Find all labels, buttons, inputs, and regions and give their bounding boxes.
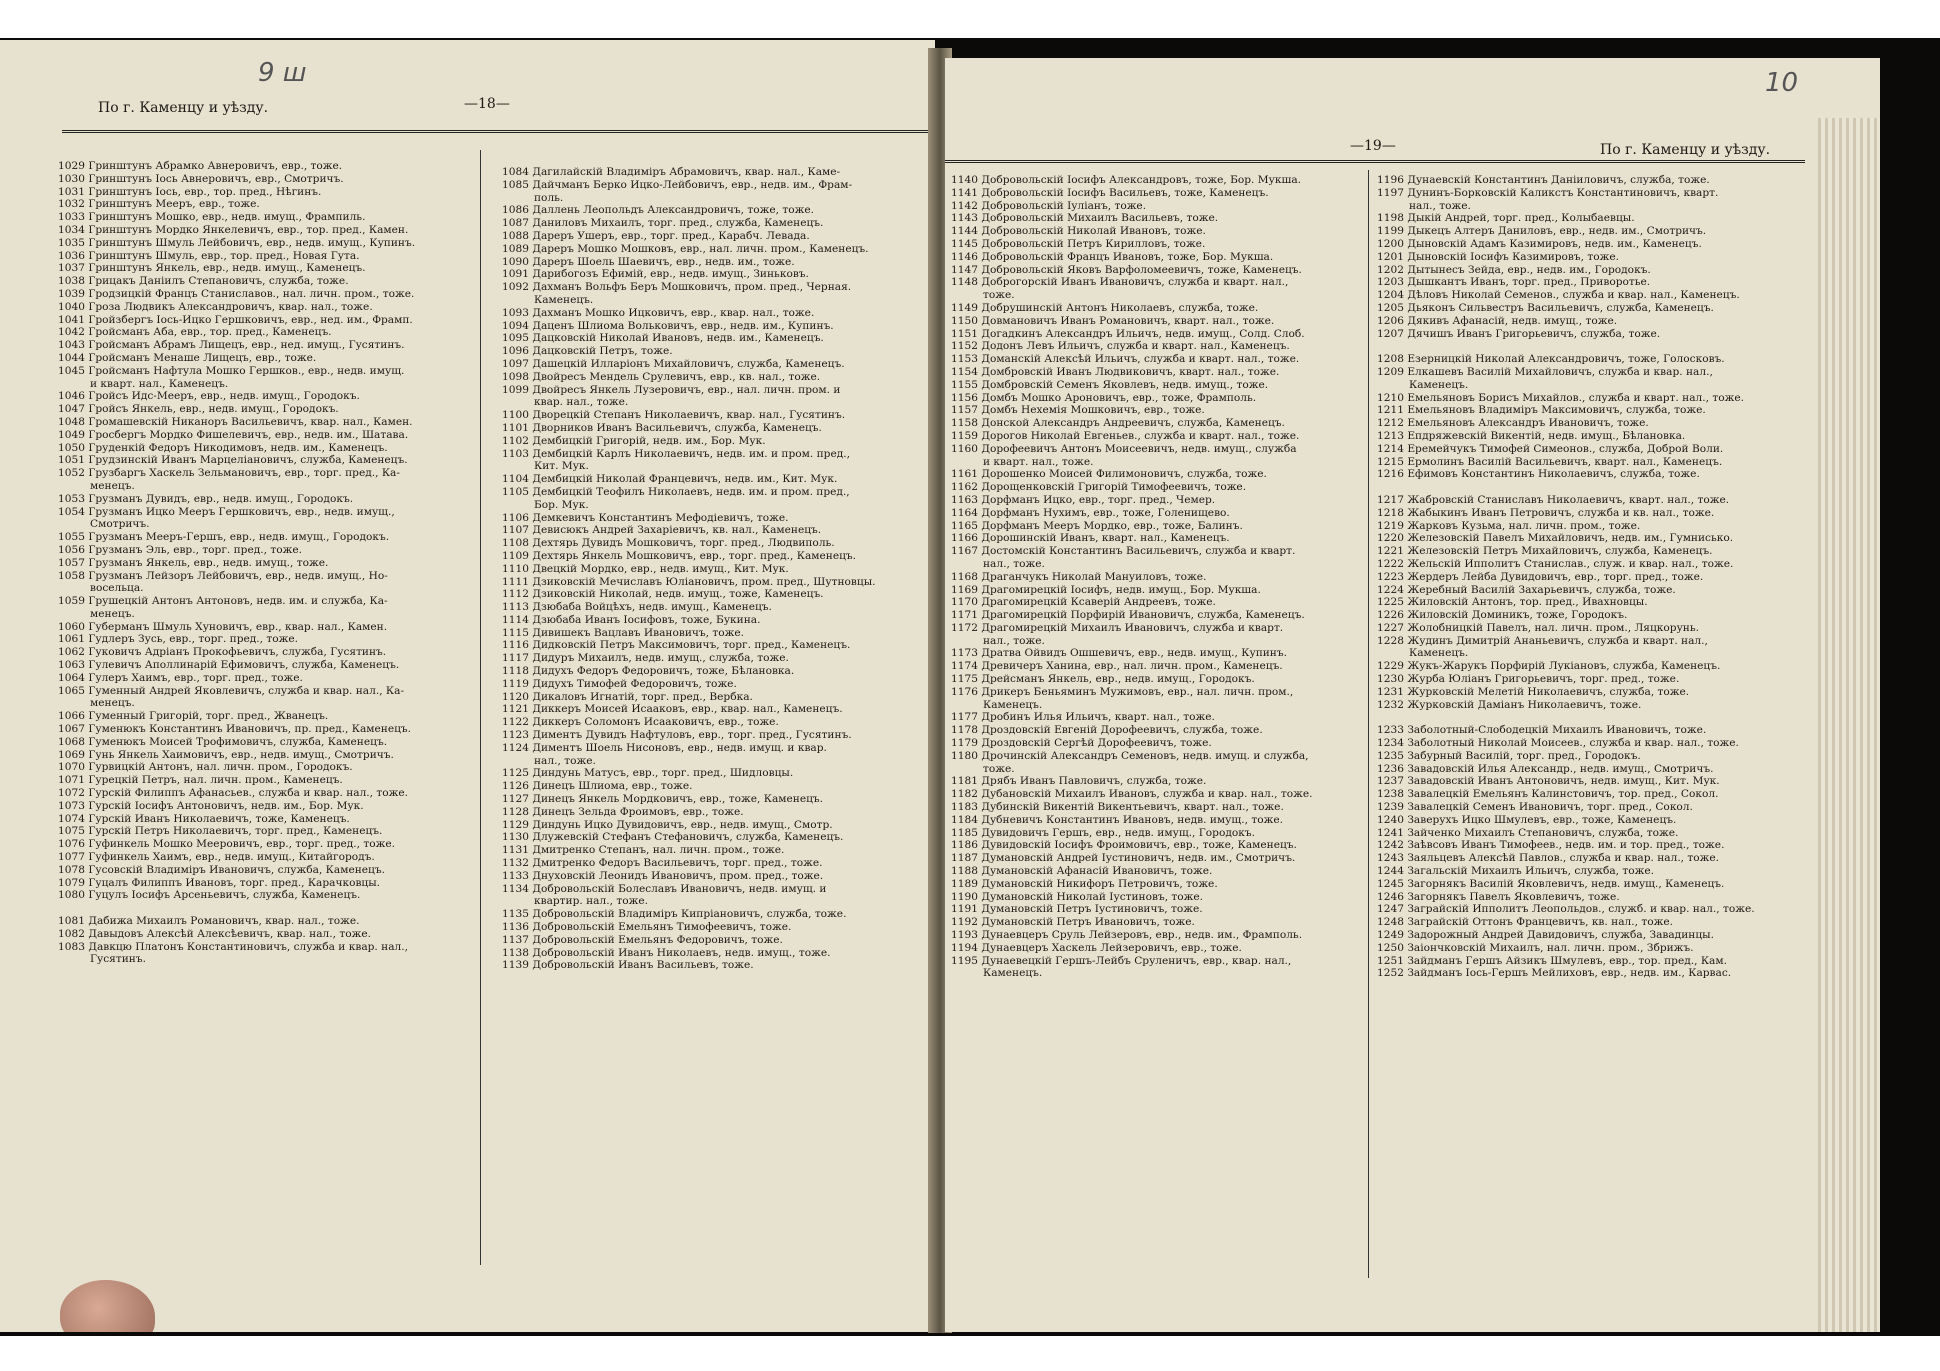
register-entry: 1046 Гройсъ Идс-Мееръ, евр., недв. имущ., Городокъ. [58,390,360,403]
register-entry: 1127 Динецъ Янкель Мордковичъ, евр., тоже, Каменецъ. [502,793,824,806]
register-entry: 1087 Даниловъ Михаилъ, торг. пред., служба, Каменецъ. [502,217,824,230]
register-entry: 1170 Драгомирецкій Ксаверій Андреевъ, тоже. [951,596,1216,609]
register-entry: 1176 Дрикеръ Беньяминъ Мужимовъ, евр., нал. личн. пром., [951,685,1294,698]
register-entry: 1029 Гринштунъ Абрамко Авнеровичъ, евр., тоже. [58,160,343,172]
page-number-right: —19— [1350,138,1396,154]
register-entry: 1209 Елкашевъ Василій Михайловичъ, служба и квар. нал., [1377,365,1713,378]
register-entry: менецъ. [90,607,135,620]
register-entry: 1097 Дашецкій Илларіонъ Михайловичъ, служба, Каменецъ. [502,357,845,370]
register-entry: 1240 Заверухъ Ицко Шмулевъ, евр., тоже, Каменецъ. [1377,813,1677,826]
register-entry: 1128 Динецъ Зельда Фроимовъ, евр., тоже. [502,805,744,818]
register-entry: 1185 Дувидовичъ Гершъ, евр., недв. имущ., Городокъ. [951,826,1255,839]
register-entry: Гусятинъ. [90,953,146,966]
register-entry: 1137 Добровольскій Емельянъ Федоровичъ, тоже. [502,933,783,946]
register-entry: 1037 Гринштунъ Янкель, евр., недв. имущ., Каменецъ. [58,262,366,275]
register-entry: Каменецъ. [534,293,594,306]
register-entry: 1136 Добровольскій Емельянъ Тимофеевичъ, тоже. [502,921,792,934]
register-entry: 1054 Грузманъ Ицко Мееръ Гершковичъ, евр., недв. имущ., [58,505,395,518]
register-entry: 1117 Дидуръ Михаилъ, недв. имущ., служба, тоже. [502,652,789,665]
register-entry: 1220 Железовскій Павелъ Михайловичъ, недв. им., Гумнисько. [1377,532,1734,545]
register-entry: 1031 Гринштунъ Іось, евр., тор. пред., Нѣгинъ. [58,185,322,198]
register-entry: 1157 Домбъ Нехемія Мошковичъ, евр., тоже. [951,404,1205,417]
register-entry: 1223 Жердеръ Лейба Дувидовичъ, евр., торг. пред., тоже. [1377,570,1704,583]
register-entry: квар. нал., тоже. [534,396,629,409]
register-entry: 1074 Гурскій Иванъ Николаевичъ, тоже, Каменецъ. [58,812,350,825]
register-entry: 1159 Дорогов Николай Евгеньев., служба и кварт. нал., тоже. [951,429,1300,442]
register-entry: 1193 Дунаевцеръ Сруль Лейзеровъ, евр., недв. им., Фрамполь. [951,929,1303,942]
register-entry: 1115 Дивишекъ Вацлавъ Ивановичъ, тоже. [502,626,744,639]
register-entry [1377,340,1803,353]
register-entry: и кварт. нал., тоже. [983,455,1094,468]
register-entry: 1103 Дембицкій Карлъ Николаевичъ, недв. им. и пром. пред., [502,447,850,460]
page-number-left: —18— [464,96,510,112]
register-entry: тоже. [983,289,1015,302]
register-entry: 1149 Добрушинскій Антонъ Николаевъ, служба, тоже. [951,301,1259,314]
register-entry: нал., тоже. [534,754,596,767]
register-entry: 1096 Дацковскій Петръ, тоже. [502,345,673,358]
register-entry: 1057 Грузманъ Янкель, евр., недв. имущ., тоже. [58,556,329,569]
register-entry: 1152 Додонъ Левъ Ильичъ, служба и кварт. нал., Каменецъ. [951,340,1290,353]
register-entry [58,902,476,915]
register-entry: 1095 Дацковскій Николай Ивановъ, недв. им., Каменецъ. [502,332,824,345]
right-page [945,58,1880,1332]
register-entry: 1178 Дроздовскій Евгеній Дорофеевичъ, служба, тоже. [951,724,1263,737]
register-entry: 1200 Дыновскій Адамъ Казимировъ, недв. им., Каменецъ. [1377,237,1702,250]
register-entry: 1055 Грузманъ Мееръ-Гершъ, евр., недв. имущ., Городокъ. [58,531,390,544]
register-entry: 1130 Длужевскій Стефанъ Стефановичъ, служба, Каменецъ. [502,831,844,844]
register-entry: 1196 Дунаевскій Константинъ Даніиловичъ, служба, тоже. [1377,174,1710,186]
register-entry: 1039 Гродзицкій Францъ Станиславов., нал. личн. пром., тоже. [58,287,415,300]
register-entry: 1050 Груденкій Федоръ Никодимовъ, недв. им., Каменецъ. [58,441,388,454]
register-entry: 1172 Драгомирецкій Михаилъ Ивановичъ, служба и кварт. [951,621,1284,634]
register-entry: 1144 Добровольскій Николай Ивановъ, тоже. [951,225,1206,238]
register-entry: 1244 Загальскій Михаилъ Ильичъ, служба, тоже. [1377,865,1655,878]
register-entry: 1106 Демкевичъ Константинъ Мефодіевичъ, тоже. [502,511,789,524]
column-divider-left [480,150,481,1265]
register-entry: Каменецъ. [1409,378,1469,391]
register-entry: 1126 Динецъ Шлиома, евр., тоже. [502,780,693,793]
register-entry: 1232 Журковскій Даміанъ Николаевичъ, тоже. [1377,698,1642,711]
register-entry: 1250 Заіончковскій Михаилъ, нал. личн. пром., Збрижъ. [1377,941,1694,954]
register-entry: 1158 Донской Александръ Андреевичъ, служба, Каменецъ. [951,417,1285,430]
register-entry: 1110 Двецкій Мордко, евр., недв. имущ., Кит. Мук. [502,562,789,575]
register-entry: 1222 Жельскій Ипполитъ Станислав., служ. и квар. нал., тоже. [1377,557,1734,570]
left-page-column-1 [58,160,476,966]
register-entry: 1070 Гурвицкій Антонъ, нал. личн. пром., Городокъ. [58,761,353,774]
register-entry: 1156 Домбъ Мошко Ароновичъ, евр., тоже, Фрамполь. [951,391,1257,404]
register-entry: восельца. [90,582,144,595]
register-entry: 1059 Грушецкій Антонъ Антоновъ, недв. им. и служба, Ка- [58,595,388,608]
register-entry: 1241 Зайченко Михаилъ Степановичъ, служба, тоже. [1377,826,1679,839]
register-entry: 1066 Гуменный Григорій, торг. пред., Жванецъ. [58,710,329,723]
register-entry: 1203 Дышкантъ Иванъ, торг. пред., Приворотье. [1377,276,1651,289]
register-entry: нал., тоже. [983,634,1045,647]
register-entry: 1123 Диментъ Дувидъ Нафтуловъ, евр., торг. пред., Гусятинъ. [502,729,852,742]
register-entry: 1197 Дунинъ-Борковскій Каликстъ Константиновичъ, кварт. [1377,186,1719,199]
register-entry: 1045 Гройсманъ Нафтула Мошко Гершков., евр., недв. имущ. [58,364,405,377]
register-entry: 1086 Даллень Леопольдъ Александровичъ, тоже, тоже. [502,204,814,217]
register-entry: 1101 Дворников Иванъ Васильевичъ, служба, Каменецъ. [502,421,822,434]
register-entry: 1081 Дабижа Михаилъ Романовичъ, квар. нал., тоже. [58,915,360,928]
register-entry: 1231 Журковскій Мелетій Николаевичъ, служба, тоже. [1377,685,1690,698]
register-entry: 1162 Дорощенковскій Григорій Тимофеевичъ, тоже. [951,481,1247,494]
register-entry: 1210 Емельяновъ Борисъ Михайлов., служба и кварт. нал., тоже. [1377,391,1744,404]
register-entry: 1245 Загорнякъ Василій Яковлевичъ, недв. имущ., Каменецъ. [1377,877,1725,890]
thumb-holding-page [60,1280,155,1332]
register-entry: 1194 Дунаевцеръ Хаскель Лейзеровичъ, евр., тоже. [951,941,1242,954]
register-entry: 1150 Довмановичъ Иванъ Романовичъ, кварт. нал., тоже. [951,314,1275,327]
register-entry: 1079 Гуцалъ Филиппъ Ивановъ, торг. пред., Карачковцы. [58,876,381,889]
register-entry [1377,481,1803,494]
register-entry: 1049 Гросбергъ Мордко Фишелевичъ, евр., недв. им., Шатава. [58,428,409,441]
register-entry: 1099 Двойресъ Янкель Лузеровичъ, евр., нал. личн. пром. и [502,383,841,396]
register-entry: 1085 Дайчманъ Берко Ицко-Лейбовичъ, евр., недв. им., Фрам- [502,178,853,191]
register-entry: 1183 Дубинскій Викентій Викентьевичъ, кварт. нал., тоже. [951,801,1284,814]
register-entry: 1168 Драганчукъ Николай Мануиловъ, тоже. [951,570,1207,583]
register-entry: квартир. нал., тоже. [534,895,648,908]
register-entry: 1053 Грузманъ Дувидъ, евр., недв. имущ., Городокъ. [58,492,354,505]
register-entry: 1140 Добровольскій Іосифъ Александровъ, тоже, Бор. Мукша. [951,174,1301,186]
register-entry: 1195 Дунаевецкій Гершъ-Лейбъ Сруленичъ, евр., квар. нал., [951,954,1292,967]
register-entry: 1071 Гурецкій Петръ, нал. личн. пром., Каменецъ. [58,774,343,787]
register-entry: 1063 Гулевичъ Аполлинарій Ефимовичъ, служба, Каменецъ. [58,659,400,672]
register-entry: 1229 Жукъ-Жарукъ Порфирій Лукіановъ, служба, Каменецъ. [1377,660,1721,673]
register-entry: 1251 Зайдманъ Гершъ Айзикъ Шмулевъ, евр., тор. пред., Кам. [1377,954,1727,967]
register-entry: 1114 Дзюбаба Иванъ Іосифовъ, тоже, Букина. [502,613,761,626]
register-entry: 1153 Доманскій Алексѣй Ильичъ, служба и кварт. нал., тоже. [951,353,1300,366]
register-entry: 1034 Гринштунъ Мордко Янкелевичъ, евр., тор. пред., Камен. [58,223,409,236]
register-entry: 1227 Жолобницкій Павелъ, нал. личн. пром., Ляцкорунь. [1377,621,1699,634]
register-entry: 1191 Думановскій Петръ Іустиновичъ, тоже. [951,903,1203,916]
register-entry: 1030 Гринштунъ Іось Авнеровичъ, евр., Смотричъ. [58,172,344,185]
register-entry: 1072 Гурскій Филиппъ Афанасьев., служба и квар. нал., тоже. [58,787,409,800]
register-entry: 1145 Добровольскій Петръ Кирилловъ, тоже. [951,237,1206,250]
register-entry: 1177 Дробинъ Илья Ильичъ, кварт. нал., тоже. [951,711,1215,724]
register-entry: 1248 Заграйскій Оттонъ Францевичъ, кв. нал., тоже. [1377,916,1673,929]
register-entry: 1201 Дыновскій Іосифъ Казимировъ, тоже. [1377,250,1619,263]
register-entry: 1064 Гулеръ Хаимъ, евр., торг. пред., тоже. [58,671,303,684]
register-entry: 1084 Дагилайскій Владиміръ Абрамовичъ, квар. нал., Каме- [502,166,841,178]
register-entry: 1206 Дякивъ Афанасій, недв. имущ., тоже. [1377,314,1618,327]
register-entry: 1138 Добровольскій Иванъ Николаевъ, недв. имущ., тоже. [502,946,831,959]
register-entry: 1067 Гуменюкъ Константинъ Ивановичъ, пр. пред., Каменецъ. [58,723,412,736]
register-entry: Кит. Мук. [534,460,589,473]
register-entry: 1199 Дыкецъ Алтеръ Даниловъ, евр., недв. им., Смотричъ. [1377,225,1707,238]
register-entry: 1192 Думановскій Петръ Ивановичъ, тоже. [951,916,1195,929]
register-entry: 1036 Гринштунъ Шмуль, евр., тор. пред., Новая Гута. [58,249,360,262]
register-entry: 1102 Дембицкій Григорій, недв. им., Бор. Мук. [502,434,766,447]
register-entry: 1042 Гройсманъ Аба, евр., тор. пред., Каменецъ. [58,326,332,339]
register-entry: 1228 Жудинъ Димитрій Ананьевичъ, служба и кварт. нал., [1377,634,1708,647]
register-entry: 1043 Гройсманъ Абрамъ Лищецъ, евр., нед. имущ., Гусятинъ. [58,339,405,352]
register-entry: 1239 Завалецкій Семенъ Ивановичъ, торг. пред., Сокол. [1377,801,1693,814]
register-entry: 1174 Древичеръ Ханина, евр., нал. личн. пром., Каменецъ. [951,660,1283,673]
register-entry: 1234 Заболотный Николай Моисеев., служба и квар. нал., тоже. [1377,737,1739,750]
register-entry: 1213 Епдряжевскій Викентій, недв. имущ., Бѣлановка. [1377,429,1686,442]
register-entry: менецъ. [90,479,135,492]
register-entry: 1133 Днуховскій Леонидъ Ивановичъ, пром. пред., тоже. [502,869,824,882]
page-header-right: По г. Каменцу и уѣзду. [1600,142,1771,158]
register-entry: 1235 Забурный Василій, торг. пред., Городокъ. [1377,749,1641,762]
register-entry: 1142 Добровольскій Іуліанъ, тоже. [951,199,1147,212]
register-entry: 1226 Жиловскій Доминикъ, тоже, Городокъ. [1377,609,1628,622]
register-entry: 1073 Гурскій Іосифъ Антоновичъ, недв. им., Бор. Мук. [58,799,364,812]
register-entry: 1069 Гунь Янкель Хаимовичъ, евр., недв. имущ., Смотричъ. [58,748,394,761]
register-entry: 1089 Дареръ Мошко Мошковъ, евр., нал. личн. пром., Каменецъ. [502,242,869,255]
register-entry: 1058 Грузманъ Лейзоръ Лейбовичъ, евр., недв. имущ., Но- [58,569,388,582]
register-entry: 1166 Дорошинскій Иванъ, кварт. нал., Каменецъ. [951,532,1230,545]
register-entry: 1171 Драгомирецкій Порфирій Ивановичъ, служба, Каменецъ. [951,609,1305,622]
right-page-column-2 [1377,174,1803,980]
register-entry: Каменецъ. [1409,647,1469,660]
page-header-left: По г. Каменцу и уѣзду. [98,100,269,116]
register-entry: 1121 Диккеръ Моисей Исааковъ, евр., квар. нал., Каменецъ. [502,703,843,716]
register-entry: 1032 Гринштунъ Мееръ, евр., тоже. [58,198,260,211]
register-entry: 1100 Дворецкій Степанъ Николаевичъ, квар. нал., Гусятинъ. [502,409,846,422]
register-entry: 1076 Гуфинкель Мошко Мееровичъ, евр., торг. пред., тоже. [58,838,396,851]
register-entry: 1135 Добровольскій Владиміръ Кипріановичъ, служба, тоже. [502,908,847,921]
register-entry: 1141 Добровольскій Іосифъ Васильевъ, тоже, Каменецъ. [951,186,1269,199]
register-entry: 1143 Добровольскій Михаилъ Васильевъ, тоже. [951,212,1219,225]
register-entry: 1187 Думановскій Андрей Іустиновичъ, недв. им., Смотричъ. [951,852,1296,865]
register-entry: 1060 Губерманъ Шмуль Хуновичъ, евр., квар. нал., Камен. [58,620,388,633]
register-entry: 1217 Жабровскій Станиславъ Николаевичъ, кварт. нал., тоже. [1377,493,1730,506]
register-entry: 1040 Гроза Людвикъ Александровичъ, квар. нал., тоже. [58,300,373,313]
register-entry: 1179 Дроздовскій Сергѣй Дорофеевичъ, тоже. [951,737,1212,750]
register-entry: 1211 Емельяновъ Владиміръ Максимовичъ, служба, тоже. [1377,404,1706,417]
left-page [0,40,935,1332]
register-entry: 1246 Загорнякъ Павелъ Яковлевичъ, тоже. [1377,890,1620,903]
right-page-column-1 [951,174,1363,980]
register-entry: 1098 Двойресъ Мендель Срулевичъ, евр., кв. нал., тоже. [502,370,821,383]
register-entry: 1131 Дмитренко Степанъ, нал. личн. пром., тоже. [502,844,785,857]
register-entry: 1035 Гринштунъ Шмуль Лейбовичъ, евр., недв. имущ., Купинъ. [58,236,416,249]
register-entry: 1080 Гуцулъ Іосифъ Арсеньевичъ, служба, Каменецъ. [58,889,361,902]
register-entry: 1068 Гуменюкъ Моисей Трофимовичъ, служба, Каменецъ. [58,735,388,748]
register-entry: 1082 Давыдовъ Алексѣй Алексѣевичъ, квар. нал., тоже. [58,927,372,940]
register-entry: 1129 Диндунь Ицко Дувидовичъ, евр., недв. имущ., Смотр. [502,818,833,831]
register-entry: 1186 Дувидовскій Іосифъ Фроимовичъ, евр., тоже, Каменецъ. [951,839,1297,852]
register-entry: 1104 Дембицкій Николай Францевичъ, недв. им., Кит. Мук. [502,473,838,486]
register-entry: 1164 Дорфманъ Нухимъ, евр., тоже, Голенищево. [951,506,1230,519]
register-entry: 1175 Дрейсманъ Янкель, евр., недв. имущ., Городокъ. [951,673,1255,686]
register-entry: 1120 Дикаловъ Игнатій, торг. пред., Вербка. [502,690,753,703]
register-entry: 1107 Девисюкъ Андрей Захаріевичъ, кв. нал., Каменецъ. [502,524,822,537]
register-entry: Бор. Мук. [534,498,589,511]
register-entry: 1242 Заѣвсовъ Иванъ Тимофеев., недв. им. и тор. пред., тоже. [1377,839,1725,852]
register-entry: 1198 Дыкій Андрей, торг. пред., Колыбаевцы. [1377,212,1635,225]
register-entry: 1088 Дареръ Ушеръ, евр., торг. пред., Карабч. Левада. [502,229,810,242]
register-entry: 1061 Гудлеръ Зусь, евр., торг. пред., тоже. [58,633,299,646]
register-entry: 1111 Дзиковскій Мечиславъ Юліановичъ, пром. пред., Шутновцы. [502,575,876,588]
register-entry: 1155 Домбровскій Семенъ Яковлевъ, недв. имущ., тоже. [951,378,1269,391]
register-entry: 1124 Диментъ Шоель Нисоновъ, евр., недв. имущ. и квар. [502,741,827,754]
header-rule-left [62,130,928,133]
register-entry [1377,711,1803,724]
register-entry: 1116 Дидковскій Петръ Максимовичъ, торг. пред., Каменецъ. [502,639,851,652]
register-entry: 1075 Гурскій Петръ Николаевичъ, торг. пред., Каменецъ. [58,825,383,838]
register-entry: 1215 Ермолинъ Василій Васильевичъ, кварт. нал., Каменецъ. [1377,455,1723,468]
register-entry: 1221 Железовскій Петръ Михайловичъ, служба, Каменецъ. [1377,545,1713,558]
register-entry: 1184 Дубневичъ Константинъ Ивановъ, недв. имущ., тоже. [951,813,1283,826]
register-entry: 1188 Думановскій Афанасій Ивановичъ, тоже. [951,865,1213,878]
register-entry: 1216 Ефимовъ Константинъ Николаевичъ, служба, тоже. [1377,468,1700,481]
register-entry: 1212 Емельяновъ Александръ Ивановичъ, тоже. [1377,417,1649,430]
left-page-column-2 [502,166,925,972]
register-entry: 1125 Диндунь Матусъ, евр., торг. пред., Шидловцы. [502,767,794,780]
register-entry: 1041 Гройзбергъ Іось-Ицко Гершковичъ, евр., нед. им., Фрамп. [58,313,413,326]
register-entry: 1062 Гуковичъ Адріанъ Прокофьевичъ, служба, Гусятинъ. [58,646,387,659]
register-entry: 1048 Громашевскій Никаноръ Васильевичъ, квар. нал., Камен. [58,415,413,428]
register-entry: 1243 Заяльцевъ Алексѣй Павлов., служба и квар. нал., тоже. [1377,852,1720,865]
register-entry: 1091 Дарибогозъ Ефимій, евр., недв. имущ., Зиньковъ. [502,268,809,281]
register-entry: нал., тоже. [1409,199,1471,212]
register-entry: 1147 Добровольскій Яковъ Варфоломеевичъ, тоже, Каменецъ. [951,263,1302,276]
register-entry: 1225 Жиловскій Антонъ, тор. пред., Ивахновцы. [1377,596,1648,609]
register-entry: 1033 Гринштунъ Мошко, евр., недв. имущ., Фрампиль. [58,211,366,224]
register-entry: 1151 Догадкинъ Александръ Ильичъ, недв. имущ., Солд. Слоб. [951,327,1305,340]
register-entry: 1038 Грицакъ Даніилъ Степановичъ, служба, тоже. [58,275,349,288]
register-entry: 1202 Дытынесъ Зейда, евр., недв. им., Городокъ. [1377,263,1651,276]
register-entry: 1208 Езерницкій Николай Александровичъ, тоже, Голосковъ. [1377,353,1725,366]
register-entry: 1056 Грузманъ Эль, евр., торг. пред., тоже. [58,543,302,556]
register-entry: 1105 Дембицкій Теофилъ Николаевъ, недв. им. и пром. пред., [502,485,850,498]
register-entry: Каменецъ. [983,698,1043,711]
register-entry: 1113 Дзюбаба Войцѣхъ, недв. имущ., Каменецъ. [502,601,772,614]
register-entry: 1134 Добровольскій Болеславъ Ивановичъ, недв. имущ. и [502,882,827,895]
register-entry: 1083 Давкцю Платонъ Константиновичъ, служба и квар. нал., [58,940,408,953]
register-entry: 1092 Дахманъ Вольфъ Беръ Мошковичъ, пром. пред., Черная. [502,281,852,294]
register-entry: менецъ. [90,697,135,710]
register-entry: 1109 Дехтярь Янкель Мошковичъ, евр., торг. пред., Каменецъ. [502,549,857,562]
register-entry: 1047 Гройсъ Янкель, евр., недв. имущ., Городокъ. [58,403,339,416]
register-entry: 1204 Дѣловъ Николай Семенов., служба и квар. нал., Каменецъ. [1377,289,1740,302]
register-entry: 1122 Диккеръ Соломонъ Исааковичъ, евр., тоже. [502,716,779,729]
register-entry: 1161 Дорошенко Моисей Филимоновичъ, служба, тоже. [951,468,1267,481]
register-entry: 1173 Дратва Ойвидъ Ошшевичъ, евр., недв. имущ., Купинъ. [951,647,1287,660]
register-entry: 1218 Жабыкинъ Иванъ Петровичъ, служба и кв. нал., тоже. [1377,506,1715,519]
register-entry: 1163 Дорфманъ Ицко, евр., торг. пред., Чемер. [951,493,1216,506]
register-entry: 1207 Дячишъ Иванъ Григорьевичъ, служба, тоже. [1377,327,1661,340]
register-entry: 1132 Дмитренко Федоръ Васильевичъ, торг. пред., тоже. [502,857,823,870]
register-entry: 1139 Добровольскій Иванъ Васильевъ, тоже. [502,959,754,972]
register-entry: 1051 Грудзинскій Иванъ Марцеліановичъ, служба, Каменецъ. [58,454,408,467]
register-entry: нал., тоже. [983,557,1045,570]
register-entry: 1224 Жеребный Василій Захарьевичъ, служба, тоже. [1377,583,1676,596]
register-entry: 1181 Дрябъ Иванъ Павловичъ, служба, тоже. [951,775,1207,788]
register-entry: 1182 Дубановскій Михаилъ Ивановъ, служба и квар. нал., тоже. [951,788,1313,801]
register-entry: 1190 Думановскій Николай Іустиновъ, тоже. [951,890,1204,903]
register-entry: 1119 Дидухъ Тимофей Федоровичъ, тоже. [502,677,737,690]
column-divider-right [1368,170,1369,1278]
register-entry: 1112 Дзиковскій Николай, недв. имущ., тоже, Каменецъ. [502,588,824,601]
register-entry: поль. [534,191,564,204]
register-entry: 1247 Заграйскій Ипполитъ Леопольдов., служб. и квар. нал., тоже. [1377,903,1755,916]
register-entry: 1052 Грузбаргъ Хаскель Зельмановичъ, евр., торг. пред., Ка- [58,467,400,480]
register-entry: 1214 Еремейчукъ Тимофей Симеонов., служба, Доброй Воли. [1377,442,1724,455]
page-edges [1818,118,1880,1332]
register-entry: 1044 Гройсманъ Менаше Лищецъ, евр., тоже. [58,351,317,364]
register-entry: 1154 Домбровскій Иванъ Людвиковичъ, кварт. нал., тоже. [951,365,1280,378]
register-entry: Смотричъ. [90,518,150,531]
register-entry: 1219 Жарковъ Кузьма, нал. личн. пром., тоже. [1377,519,1641,532]
register-entry: 1090 Дареръ Шоель Шаевичъ, евр., недв. им., тоже. [502,255,795,268]
register-entry: 1180 Дрочинскій Александръ Семеновъ, недв. имущ. и служба, [951,749,1309,762]
register-entry: 1160 Дорофеевичъ Антонъ Моисеевичъ, недв. имущ., служба [951,442,1297,455]
scanned-book-spread [0,38,1940,1336]
register-entry: 1093 Дахманъ Мошко Ицковичъ, евр., квар. нал., тоже. [502,306,815,319]
register-entry: 1252 Зайдманъ Іось-Гершъ Мейлиховъ, евр., недв. им., Карвас. [1377,967,1732,980]
register-entry: 1077 Гуфинкель Хаимъ, евр., недв. имущ., Китайгородъ. [58,851,375,864]
register-entry: 1108 Дехтярь Дувидъ Мошковичъ, торг. пред., Людвиполь. [502,537,835,550]
register-entry: 1230 Журба Юліанъ Григорьевичъ, торг. пред., тоже. [1377,673,1680,686]
register-entry: 1167 Достомскій Константинъ Васильевичъ, служба и кварт. [951,545,1296,558]
register-entry: 1169 Драгомирецкій Іосифъ, недв. имущ., Бор. Мукша. [951,583,1261,596]
register-entry: тоже. [983,762,1015,775]
handwritten-note-right: 10 [1765,68,1799,98]
register-entry: 1249 Задорожный Андрей Давидовичъ, служба, Завадинцы. [1377,929,1714,942]
register-entry: и кварт. нал., Каменецъ. [90,377,229,390]
header-rule-right [945,160,1805,163]
register-entry: 1094 Даценъ Шлиома Вольковичъ, евр., недв. им., Купинъ. [502,319,834,332]
register-entry: 1189 Думановскій Никифоръ Петровичъ, тоже. [951,877,1218,890]
register-entry: 1165 Дорфманъ Мееръ Мордко, евр., тоже, Балинъ. [951,519,1243,532]
handwritten-note-left: 9 ш [258,58,307,88]
register-entry: 1078 Гусовскій Владиміръ Ивановичъ, служба, Каменецъ. [58,863,385,876]
register-entry: 1238 Завалецкій Емельянъ Калинстовичъ, тор. пред., Сокол. [1377,788,1719,801]
register-entry: 1237 Завадовскій Иванъ Антоновичъ, недв. имущ., Кит. Мук. [1377,775,1720,788]
register-entry: 1118 Дидухъ Федоръ Федоровичъ, тоже, Бѣлановка. [502,665,795,678]
register-entry: 1146 Добровольскій Францъ Ивановъ, тоже, Бор. Мукша. [951,250,1274,263]
register-entry: 1205 Дьяконъ Сильвестръ Васильевичъ, служба, Каменецъ. [1377,301,1714,314]
register-entry: 1236 Завадовскій Илья Александр., недв. имущ., Смотричъ. [1377,762,1714,775]
register-entry: 1148 Доброгорскій Иванъ Ивановичъ, служба и кварт. нал., [951,276,1289,289]
register-entry: Каменецъ. [983,967,1043,980]
register-entry: 1065 Гуменный Андрей Яковлевичъ, служба и квар. нал., Ка- [58,684,405,697]
register-entry: 1233 Заболотный-Слободецкій Михаилъ Ивановичъ, тоже. [1377,724,1707,737]
